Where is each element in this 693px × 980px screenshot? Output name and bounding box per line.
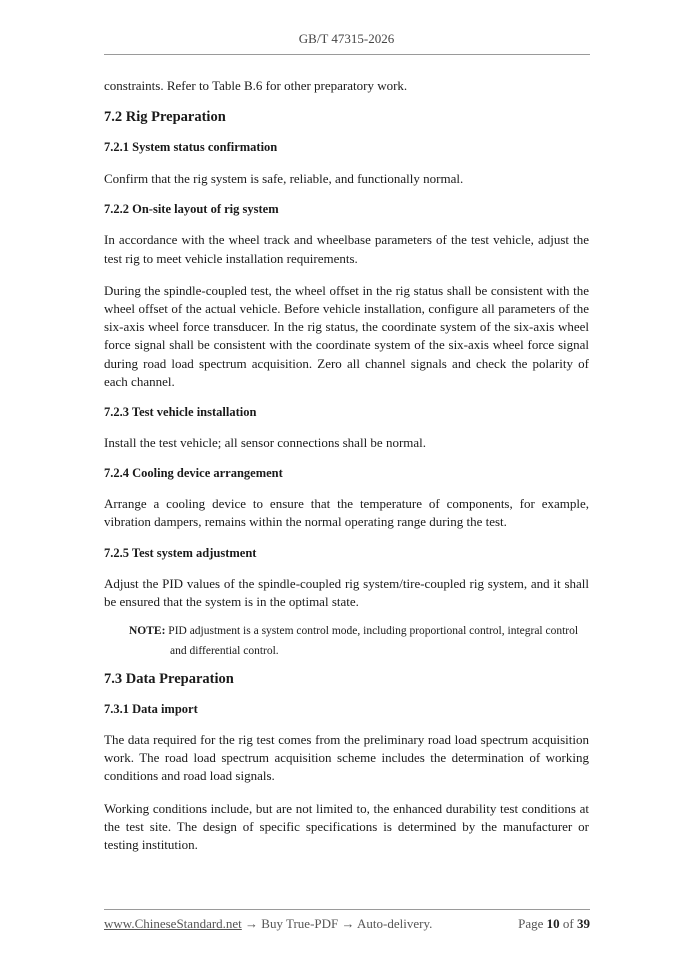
page-content bbox=[104, 77, 589, 854]
note-text-line-1: PID adjustment is a system control mode, including proportional control, integral control bbox=[168, 625, 579, 638]
section-7-2-heading: 7.2 Rig Preparation bbox=[104, 109, 226, 126]
note-label: NOTE: bbox=[129, 625, 166, 638]
section-7-3-1-paragraph-1: The data required for the rig test comes from the preliminary road load spectrum acquisition work. The road load spectrum acquisition scheme includes the determination of working conditions and road load signals. bbox=[104, 732, 589, 784]
page-header: GB/T 47315-2026 bbox=[298, 31, 395, 46]
buy-pdf-link[interactable]: Buy True-PDF bbox=[261, 916, 339, 931]
section-7-3-1-heading: 7.3.1 Data import bbox=[104, 702, 198, 717]
page-label: Page bbox=[518, 916, 544, 931]
section-7-2-3-paragraph: Install the test vehicle; all sensor connections shall be normal. bbox=[104, 435, 427, 451]
note-text-line-2: and differential control. bbox=[170, 645, 279, 658]
arrow-right-icon: → bbox=[245, 916, 259, 931]
section-7-2-3-heading: 7.2.3 Test vehicle installation bbox=[104, 405, 257, 420]
page-number bbox=[518, 916, 590, 932]
section-7-2-4-paragraph: Arrange a cooling device to ensure that the temperature of components, for example, vibration dampers, remains within the normal operating range during the test. bbox=[104, 496, 589, 530]
footer-divider bbox=[104, 909, 590, 910]
section-7-2-5-paragraph: Adjust the PID values of the spindle-coupled rig system/tire-coupled rig system, and it shall be ensured that the system is in the optimal state. bbox=[104, 575, 589, 609]
arrow-right-icon: → bbox=[341, 916, 355, 931]
site-link[interactable]: www.ChineseStandard.net bbox=[104, 916, 242, 931]
page-current: 10 bbox=[546, 916, 560, 931]
header-divider bbox=[104, 54, 590, 55]
page-of: of bbox=[562, 916, 574, 931]
section-7-2-2-paragraph-2: During the spindle-coupled test, the wheel offset in the rig status shall be consistent with the wheel offset of the actual vehicle. Before vehicle installation, configure all parameters of the six-axis wheel force transducer. In the rig status, the coordinate system of the six-axis wheel force signal shall be consistent with the coordinate system of the six-axis wheel force signal during road load spectrum acquisition. Zero all channel signals and check the polarity of each channel. bbox=[104, 282, 589, 389]
section-7-2-5-heading: 7.2.5 Test system adjustment bbox=[104, 545, 257, 560]
continuation-paragraph: constraints. Refer to Table B.6 for other preparatory work. bbox=[104, 78, 408, 93]
auto-delivery-text: Auto-delivery. bbox=[357, 916, 433, 931]
section-7-2-2-heading: 7.2.2 On-site layout of rig system bbox=[104, 202, 279, 217]
section-7-2-4-heading: 7.2.4 Cooling device arrangement bbox=[104, 466, 283, 481]
section-7-3-heading: 7.3 Data Preparation bbox=[104, 671, 234, 688]
section-7-2-1-heading: 7.2.1 System status confirmation bbox=[104, 140, 278, 155]
section-7-2-2-paragraph-1: In accordance with the wheel track and wheelbase parameters of the test vehicle, adjust the test rig to meet vehicle installation requirements. bbox=[104, 232, 589, 266]
section-7-2-1-paragraph: Confirm that the rig system is safe, reliable, and functionally normal. bbox=[104, 171, 464, 187]
page-total: 39 bbox=[577, 916, 590, 931]
note-block bbox=[129, 621, 589, 661]
section-7-3-1-paragraph-2: Working conditions include, but are not limited to, the enhanced durability test conditions at the test site. The design of specific specifications is determined by the manufacturer or testing institution. bbox=[104, 800, 589, 853]
footer-promo bbox=[104, 916, 432, 932]
